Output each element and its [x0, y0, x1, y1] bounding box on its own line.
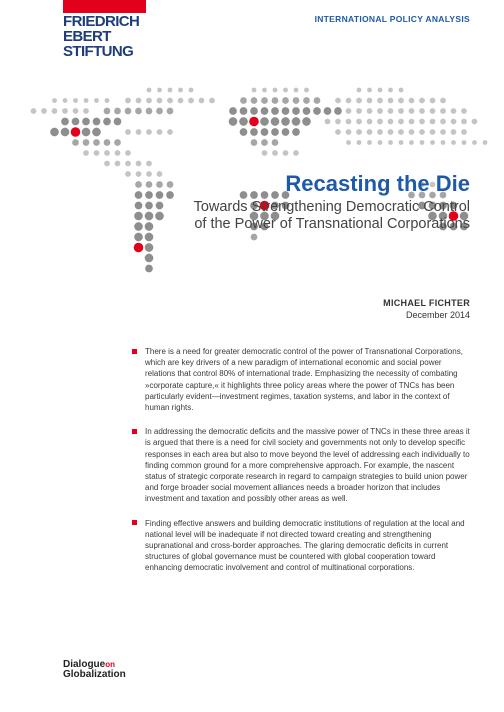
- map-dot: [357, 140, 362, 145]
- map-dot: [367, 129, 373, 135]
- map-dot: [377, 108, 383, 114]
- map-dot-highlight: [249, 117, 259, 127]
- map-dot: [388, 98, 394, 104]
- map-dot: [271, 191, 279, 199]
- summary-text: Finding effective answers and building democratic institutions of regulation at the local and national level will be inadequate if not directed toward creating and strengthening supranational and cross-border approaches. The glaring democratic deficits in current structures of global governance must be countered with global cooperation toward enhancing democratic involvement and control of multinational corporations.: [145, 518, 465, 573]
- map-dot: [115, 161, 121, 167]
- map-dot-highlight: [134, 243, 144, 253]
- map-dot: [62, 108, 68, 114]
- map-dot: [125, 108, 132, 115]
- map-dot: [178, 88, 183, 93]
- map-dot: [451, 129, 457, 135]
- map-dot: [240, 97, 247, 104]
- map-dot: [388, 140, 393, 145]
- map-dot: [114, 108, 121, 115]
- map-dot: [31, 108, 37, 114]
- map-dot: [146, 161, 152, 167]
- map-dot: [377, 129, 383, 135]
- map-dot: [104, 150, 110, 156]
- map-dot: [271, 128, 279, 136]
- map-dot: [136, 161, 142, 167]
- logo-line-3: STIFTUNG: [63, 43, 134, 60]
- summary-text: In addressing the democratic deficits and the massive power of TNCs in these three areas it is argued that there is a need for civil society and governments not only to develop specific responses in each area but also to move beyond the level of addressing each individually to finding common ground for a more comprehensive approach. For example, the nascent status of strategic corporate research in regard to campaign strategies to build union power and forge broader social movement alliances needs a broader horizon that includes investment and taxation and possibly other areas as well.: [145, 427, 470, 504]
- map-dot: [61, 128, 70, 137]
- map-dot: [146, 129, 152, 135]
- map-dot: [103, 118, 111, 126]
- bullet-square-icon: [132, 349, 137, 354]
- map-dot: [145, 265, 153, 273]
- map-dot: [356, 98, 362, 104]
- map-dot: [398, 98, 404, 104]
- map-dot: [82, 118, 90, 126]
- map-dot: [346, 119, 352, 125]
- map-dot: [114, 118, 122, 126]
- map-dot: [419, 119, 425, 125]
- map-dot: [356, 129, 362, 135]
- map-dot: [251, 234, 258, 241]
- map-dot: [304, 88, 309, 93]
- author-name: MICHAEL FICHTER: [383, 298, 470, 308]
- map-dot: [167, 98, 173, 104]
- map-dot: [94, 150, 100, 156]
- map-dot: [430, 140, 435, 145]
- map-dot: [303, 107, 311, 115]
- map-dot: [229, 107, 237, 115]
- map-dot: [136, 129, 142, 135]
- summary-text: There is a need for greater democratic control of the power of Transnational Corporations, which are key drivers of a new paradigm of international economic and social power relations that control 80% of international trade. Emphasizing the necessity of combating »corporate capture,« it highlights three policy areas where the power of TNCs has been particularly evident—investment regimes, taxation systems, and labor in the context of human rights.: [145, 347, 463, 413]
- map-dot: [135, 202, 143, 210]
- map-dot: [261, 128, 269, 136]
- map-dot: [271, 107, 279, 115]
- dotted-world-map-icon: [0, 82, 504, 312]
- map-dot: [357, 88, 362, 93]
- map-dot: [114, 139, 121, 146]
- map-dot: [261, 191, 269, 199]
- map-dot: [157, 171, 163, 177]
- map-dot: [377, 98, 383, 104]
- map-dot: [61, 118, 69, 126]
- map-dot: [430, 98, 436, 104]
- map-dot: [324, 107, 332, 115]
- map-dot: [239, 117, 248, 126]
- map-dot: [388, 129, 394, 135]
- map-dot: [398, 129, 404, 135]
- map-dot: [83, 108, 89, 114]
- map-dot: [283, 150, 289, 156]
- map-dot: [136, 98, 142, 104]
- map-dot: [146, 108, 153, 115]
- map-dot: [156, 191, 164, 199]
- map-dot: [250, 107, 258, 115]
- logo-line-2: EBERT: [63, 28, 111, 45]
- map-dot: [92, 128, 101, 137]
- map-dot: [388, 108, 394, 114]
- map-dot: [167, 108, 174, 115]
- map-dot: [252, 88, 257, 93]
- map-dot: [313, 107, 321, 115]
- map-dot: [398, 108, 404, 114]
- map-dot: [440, 108, 446, 114]
- map-dot: [145, 254, 154, 263]
- map-dot: [293, 97, 300, 104]
- map-dot: [156, 108, 163, 115]
- map-dot: [83, 139, 90, 146]
- map-dot: [82, 128, 91, 137]
- map-dot: [441, 140, 446, 145]
- map-dot: [199, 98, 205, 104]
- map-dot: [440, 129, 446, 135]
- map-dot: [388, 88, 393, 93]
- map-dot: [240, 128, 248, 136]
- map-dot: [240, 107, 248, 115]
- map-dot: [472, 119, 478, 125]
- map-dot: [125, 98, 131, 104]
- map-dot: [356, 119, 362, 125]
- map-dot: [325, 119, 331, 125]
- map-dot: [346, 140, 351, 145]
- summary-item: [132, 346, 472, 413]
- map-dot: [335, 98, 341, 104]
- map-dot: [303, 97, 310, 104]
- map-dot: [134, 222, 143, 231]
- map-dot: [420, 140, 425, 145]
- map-dot: [272, 150, 278, 156]
- map-dot: [367, 140, 372, 145]
- map-dot: [419, 108, 425, 114]
- map-dot: [282, 107, 290, 115]
- map-dot: [93, 139, 100, 146]
- map-dot: [367, 88, 372, 93]
- map-dot: [262, 150, 268, 156]
- map-dot: [145, 243, 154, 252]
- map-dot: [147, 88, 152, 93]
- publication-date: December 2014: [405, 310, 470, 320]
- subtitle-line-1: Towards Strengthening Democratic Control: [193, 199, 470, 215]
- map-dot: [409, 98, 415, 104]
- map-dot: [292, 117, 301, 126]
- map-dot: [261, 107, 269, 115]
- map-dot: [135, 181, 142, 188]
- map-dot: [346, 98, 352, 104]
- map-dot: [50, 128, 59, 137]
- map-dot: [334, 107, 342, 115]
- map-dot: [472, 140, 477, 145]
- series-word-globalization: Globalization: [63, 669, 126, 680]
- map-dot: [41, 108, 47, 114]
- map-dot: [209, 98, 215, 104]
- map-dot: [72, 118, 80, 126]
- map-dot: [440, 119, 446, 125]
- map-dot: [346, 129, 352, 135]
- map-dot: [461, 108, 467, 114]
- dialogue-on-globalization-logo: [63, 660, 126, 680]
- map-dot: [240, 191, 248, 199]
- summary-item: [132, 426, 472, 504]
- map-dot: [377, 119, 383, 125]
- map-dot: [451, 140, 456, 145]
- map-dot: [398, 119, 404, 125]
- map-dot: [451, 119, 457, 125]
- fes-logo: [63, 14, 153, 59]
- map-dot: [63, 98, 68, 103]
- map-dot: [125, 171, 131, 177]
- map-dot: [251, 97, 258, 104]
- map-dot: [273, 88, 278, 93]
- map-dot: [451, 108, 457, 114]
- map-dot-highlight: [71, 127, 81, 137]
- map-dot: [281, 117, 290, 126]
- map-dot: [52, 98, 57, 103]
- map-dot: [346, 108, 352, 114]
- document-subtitle: [150, 199, 470, 233]
- map-dot: [134, 212, 143, 221]
- map-dot: [294, 88, 299, 93]
- map-dot: [84, 98, 89, 103]
- map-dot: [146, 171, 152, 177]
- map-dot: [250, 128, 258, 136]
- map-dot: [104, 139, 111, 146]
- map-dot: [104, 108, 111, 115]
- map-dot: [145, 233, 154, 242]
- map-dot: [335, 119, 341, 125]
- map-dot: [157, 98, 163, 104]
- map-dot: [188, 98, 194, 104]
- map-dot: [146, 181, 153, 188]
- map-dot: [83, 150, 89, 156]
- map-dot: [168, 88, 173, 93]
- map-dot: [229, 117, 238, 126]
- map-dot: [104, 161, 110, 167]
- summary-list: [132, 346, 472, 587]
- map-dot: [419, 129, 425, 135]
- document-title: Recasting the Die: [285, 171, 470, 196]
- map-dot: [378, 140, 383, 145]
- map-dot: [461, 119, 467, 125]
- map-dot: [157, 129, 163, 135]
- logo-accent-bar: [63, 0, 146, 13]
- map-dot: [367, 98, 373, 104]
- map-dot: [250, 191, 258, 199]
- map-dot: [167, 181, 174, 188]
- map-dot: [388, 119, 394, 125]
- map-dot: [335, 129, 341, 135]
- map-dot: [178, 98, 184, 104]
- map-dot: [282, 128, 290, 136]
- map-dot: [93, 118, 101, 126]
- map-dot: [271, 117, 280, 126]
- map-dot: [282, 97, 289, 104]
- map-dot: [283, 88, 288, 93]
- map-dot: [409, 108, 415, 114]
- map-dot: [251, 139, 258, 146]
- series-label: INTERNATIONAL POLICY ANALYSIS: [314, 14, 470, 24]
- map-dot: [302, 117, 311, 126]
- map-dot: [135, 191, 143, 199]
- map-dot: [262, 88, 267, 93]
- map-dot: [430, 129, 436, 135]
- map-dot: [399, 140, 404, 145]
- bullet-square-icon: [132, 520, 137, 525]
- map-dot: [261, 97, 268, 104]
- map-dot: [367, 119, 373, 125]
- map-dot: [166, 191, 174, 199]
- map-dot: [167, 129, 173, 135]
- map-dot: [399, 88, 404, 93]
- map-dot: [145, 191, 153, 199]
- map-dot: [146, 98, 152, 104]
- logo-line-1: FRIEDRICH: [63, 13, 140, 30]
- map-dot: [272, 139, 279, 146]
- map-dot: [260, 117, 269, 126]
- map-dot: [73, 108, 79, 114]
- map-dot: [430, 119, 436, 125]
- map-dot: [72, 139, 79, 146]
- map-dot: [272, 97, 279, 104]
- series-word-dialogue: Dialogue: [63, 659, 106, 670]
- map-dot: [136, 171, 142, 177]
- bullet-square-icon: [132, 429, 137, 434]
- map-dot: [73, 98, 78, 103]
- summary-item: [132, 518, 472, 574]
- map-dot: [125, 150, 131, 156]
- map-dot: [292, 128, 300, 136]
- map-dot: [419, 98, 425, 104]
- map-dot: [367, 108, 373, 114]
- map-dot: [261, 139, 268, 146]
- map-dot: [440, 98, 446, 104]
- map-dot: [430, 108, 436, 114]
- map-dot: [125, 129, 131, 135]
- map-dot: [189, 88, 194, 93]
- map-dot: [134, 233, 143, 242]
- map-dot: [461, 129, 467, 135]
- map-dot: [409, 140, 414, 145]
- map-dot: [483, 140, 488, 145]
- series-word-on: on: [105, 660, 116, 669]
- map-dot: [52, 108, 58, 114]
- map-dot: [356, 108, 362, 114]
- map-dot: [115, 150, 121, 156]
- map-dot: [462, 140, 467, 145]
- map-dot: [105, 98, 110, 103]
- map-dot: [314, 97, 321, 104]
- map-dot: [157, 88, 162, 93]
- subtitle-line-2: of the Power of Transnational Corporations: [194, 216, 470, 232]
- map-dot: [293, 150, 299, 156]
- map-dot: [292, 107, 300, 115]
- map-dot: [125, 161, 131, 167]
- map-dot: [409, 129, 415, 135]
- map-dot: [156, 181, 163, 188]
- map-dot: [378, 88, 383, 93]
- map-dot: [409, 119, 415, 125]
- map-dot: [94, 98, 99, 103]
- map-dot: [135, 108, 142, 115]
